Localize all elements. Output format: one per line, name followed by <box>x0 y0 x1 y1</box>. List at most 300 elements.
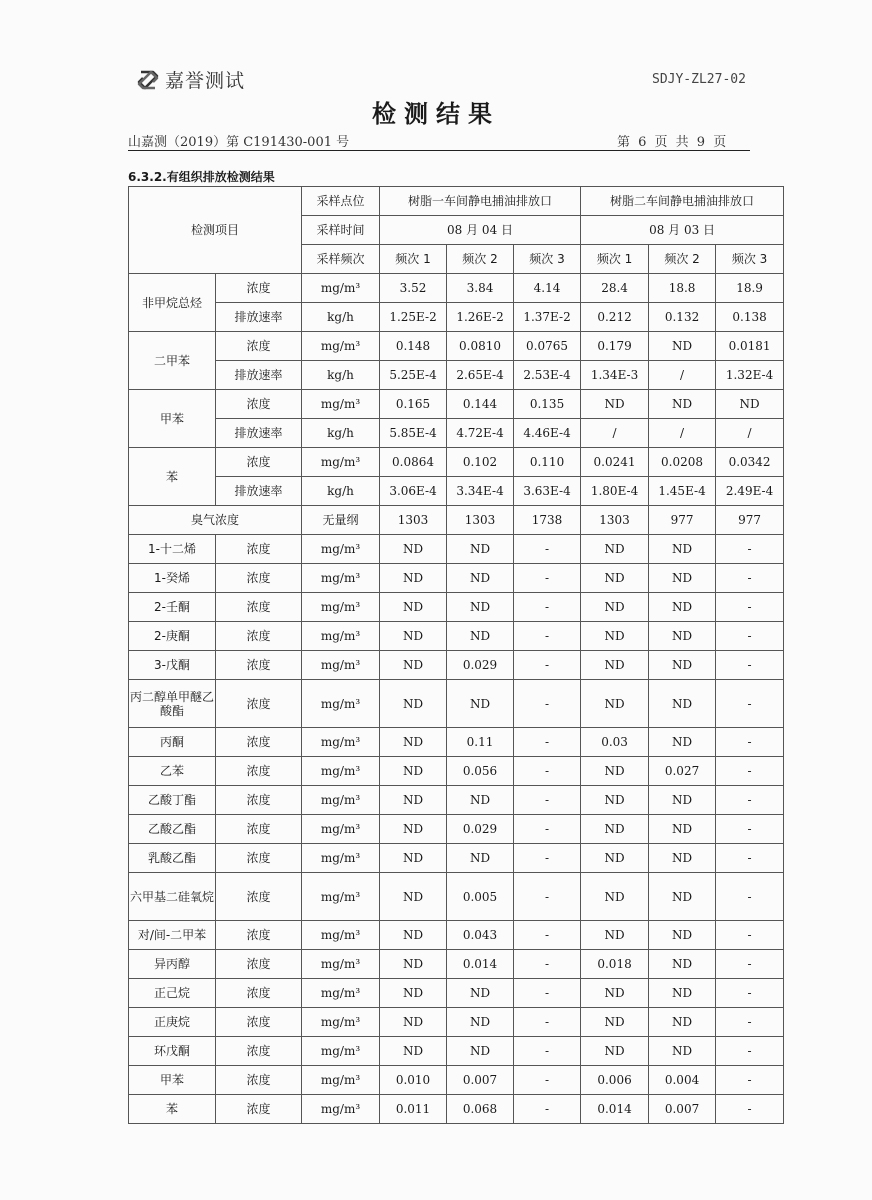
pollutant-name: 臭气浓度 <box>129 506 302 535</box>
value-cell: ND <box>380 593 447 622</box>
pollutant-name: 1-十二烯 <box>129 535 216 564</box>
unit-cell: 无量纲 <box>302 506 380 535</box>
value-cell: - <box>716 757 784 786</box>
value-cell: ND <box>581 593 649 622</box>
parameter-label: 浓度 <box>216 535 302 564</box>
value-cell: 0.144 <box>447 390 514 419</box>
value-cell: ND <box>649 535 716 564</box>
value-cell: ND <box>649 873 716 921</box>
point-2: 树脂二车间静电捕油排放口 <box>581 187 784 216</box>
data-row <box>129 728 784 757</box>
value-cell: 0.138 <box>716 303 784 332</box>
value-cell: ND <box>581 815 649 844</box>
value-cell: 5.25E-4 <box>380 361 447 390</box>
unit-cell: mg/m³ <box>302 950 380 979</box>
value-cell: ND <box>380 564 447 593</box>
value-cell: 0.0342 <box>716 448 784 477</box>
value-cell: 4.14 <box>514 274 581 303</box>
value-cell: 3.34E-4 <box>447 477 514 506</box>
parameter-label: 浓度 <box>216 390 302 419</box>
pollutant-name: 2-庚酮 <box>129 622 216 651</box>
value-cell: ND <box>716 390 784 419</box>
pollutant-name: 苯 <box>129 1095 216 1124</box>
value-cell: 1.34E-3 <box>581 361 649 390</box>
value-cell: 0.0864 <box>380 448 447 477</box>
unit-cell: kg/h <box>302 361 380 390</box>
value-cell: 1.45E-4 <box>649 477 716 506</box>
data-row <box>129 1066 784 1095</box>
parameter-label: 浓度 <box>216 786 302 815</box>
value-cell: 1303 <box>380 506 447 535</box>
value-cell: ND <box>649 680 716 728</box>
odor-row <box>129 506 784 535</box>
value-cell: ND <box>380 535 447 564</box>
point-label: 采样点位 <box>302 187 380 216</box>
unit-cell: mg/m³ <box>302 979 380 1008</box>
pollutant-name: 正庚烷 <box>129 1008 216 1037</box>
page-title: 检测结果 <box>372 100 500 128</box>
parameter-label: 浓度 <box>216 1095 302 1124</box>
value-cell: - <box>514 1066 581 1095</box>
unit-cell: mg/m³ <box>302 593 380 622</box>
value-cell: - <box>514 815 581 844</box>
value-cell: ND <box>447 680 514 728</box>
value-cell: 977 <box>649 506 716 535</box>
value-cell: - <box>716 1037 784 1066</box>
value-cell: / <box>649 361 716 390</box>
company-logo <box>135 66 245 93</box>
value-cell: 0.110 <box>514 448 581 477</box>
value-cell: / <box>649 419 716 448</box>
pollutant-name: 环戊酮 <box>129 1037 216 1066</box>
value-cell: ND <box>380 950 447 979</box>
item-header: 检测项目 <box>129 187 302 274</box>
value-cell: - <box>716 950 784 979</box>
value-cell: ND <box>649 950 716 979</box>
value-cell: ND <box>581 1037 649 1066</box>
header-rule <box>128 150 750 151</box>
value-cell: - <box>716 815 784 844</box>
value-cell: ND <box>380 680 447 728</box>
value-cell: - <box>514 873 581 921</box>
value-cell: ND <box>581 680 649 728</box>
value-cell: ND <box>649 564 716 593</box>
value-cell: - <box>514 1008 581 1037</box>
freq-cell: 频次 1 <box>581 245 649 274</box>
value-cell: 0.005 <box>447 873 514 921</box>
pollutant-name: 1-癸烯 <box>129 564 216 593</box>
data-row <box>129 1008 784 1037</box>
value-cell: 0.132 <box>649 303 716 332</box>
data-row <box>129 950 784 979</box>
value-cell: 3.52 <box>380 274 447 303</box>
value-cell: 1.25E-2 <box>380 303 447 332</box>
value-cell: 3.63E-4 <box>514 477 581 506</box>
value-cell: 18.9 <box>716 274 784 303</box>
unit-cell: mg/m³ <box>302 332 380 361</box>
value-cell: - <box>514 979 581 1008</box>
pollutant-name: 非甲烷总烃 <box>129 274 216 332</box>
pollutant-name: 丙二醇单甲醚乙酸酯 <box>129 680 216 728</box>
data-row <box>129 651 784 680</box>
parameter-label: 浓度 <box>216 979 302 1008</box>
value-cell: - <box>716 786 784 815</box>
value-cell: 1303 <box>447 506 514 535</box>
parameter-label: 浓度 <box>216 728 302 757</box>
data-row <box>129 361 784 390</box>
unit-cell: mg/m³ <box>302 535 380 564</box>
parameter-label: 排放速率 <box>216 419 302 448</box>
value-cell: 3.06E-4 <box>380 477 447 506</box>
unit-cell: mg/m³ <box>302 921 380 950</box>
value-cell: 4.46E-4 <box>514 419 581 448</box>
value-cell: ND <box>649 593 716 622</box>
value-cell: 0.0765 <box>514 332 581 361</box>
parameter-label: 浓度 <box>216 448 302 477</box>
value-cell: - <box>514 921 581 950</box>
data-row <box>129 622 784 651</box>
data-row <box>129 844 784 873</box>
value-cell: - <box>514 1037 581 1066</box>
parameter-label: 浓度 <box>216 921 302 950</box>
value-cell: 0.043 <box>447 921 514 950</box>
data-row <box>129 535 784 564</box>
value-cell: 1.37E-2 <box>514 303 581 332</box>
parameter-label: 浓度 <box>216 950 302 979</box>
value-cell: - <box>514 593 581 622</box>
data-row <box>129 815 784 844</box>
value-cell: ND <box>581 651 649 680</box>
parameter-label: 浓度 <box>216 873 302 921</box>
unit-cell: mg/m³ <box>302 651 380 680</box>
pollutant-name: 乙苯 <box>129 757 216 786</box>
value-cell: - <box>716 1066 784 1095</box>
value-cell: ND <box>447 535 514 564</box>
parameter-label: 浓度 <box>216 332 302 361</box>
value-cell: ND <box>581 1008 649 1037</box>
unit-cell: mg/m³ <box>302 786 380 815</box>
unit-cell: mg/m³ <box>302 448 380 477</box>
value-cell: - <box>716 728 784 757</box>
value-cell: ND <box>581 979 649 1008</box>
unit-cell: mg/m³ <box>302 1066 380 1095</box>
parameter-label: 浓度 <box>216 757 302 786</box>
parameter-label: 浓度 <box>216 1066 302 1095</box>
value-cell: - <box>514 535 581 564</box>
logo-mark-icon <box>135 67 161 93</box>
value-cell: - <box>716 1008 784 1037</box>
data-row <box>129 332 784 361</box>
value-cell: 0.056 <box>447 757 514 786</box>
value-cell: - <box>716 651 784 680</box>
value-cell: 1303 <box>581 506 649 535</box>
value-cell: ND <box>649 815 716 844</box>
parameter-label: 浓度 <box>216 1008 302 1037</box>
value-cell: ND <box>380 651 447 680</box>
value-cell: 1.80E-4 <box>581 477 649 506</box>
date-1: 08 月 04 日 <box>380 216 581 245</box>
unit-cell: mg/m³ <box>302 1008 380 1037</box>
value-cell: ND <box>380 921 447 950</box>
parameter-label: 排放速率 <box>216 477 302 506</box>
pollutant-name: 甲苯 <box>129 1066 216 1095</box>
value-cell: - <box>514 757 581 786</box>
value-cell: 1738 <box>514 506 581 535</box>
value-cell: 977 <box>716 506 784 535</box>
parameter-label: 浓度 <box>216 844 302 873</box>
value-cell: 0.179 <box>581 332 649 361</box>
value-cell: - <box>716 1095 784 1124</box>
data-row <box>129 921 784 950</box>
value-cell: 2.49E-4 <box>716 477 784 506</box>
value-cell: ND <box>581 844 649 873</box>
pollutant-name: 2-壬酮 <box>129 593 216 622</box>
value-cell: 0.014 <box>581 1095 649 1124</box>
value-cell: ND <box>380 757 447 786</box>
unit-cell: mg/m³ <box>302 1037 380 1066</box>
value-cell: 0.007 <box>447 1066 514 1095</box>
parameter-label: 浓度 <box>216 622 302 651</box>
value-cell: - <box>716 680 784 728</box>
value-cell: - <box>716 979 784 1008</box>
page-indicator: 第 6 页 共 9 页 <box>617 135 727 150</box>
value-cell: 0.0241 <box>581 448 649 477</box>
pollutant-name: 甲苯 <box>129 390 216 448</box>
value-cell: ND <box>581 535 649 564</box>
value-cell: - <box>514 680 581 728</box>
freq-label: 采样频次 <box>302 245 380 274</box>
data-row <box>129 274 784 303</box>
parameter-label: 浓度 <box>216 564 302 593</box>
freq-cell: 频次 3 <box>514 245 581 274</box>
value-cell: 3.84 <box>447 274 514 303</box>
value-cell: - <box>716 873 784 921</box>
value-cell: ND <box>380 815 447 844</box>
parameter-label: 排放速率 <box>216 361 302 390</box>
value-cell: - <box>514 950 581 979</box>
value-cell: ND <box>447 979 514 1008</box>
value-cell: ND <box>447 622 514 651</box>
value-cell: 0.148 <box>380 332 447 361</box>
value-cell: / <box>716 419 784 448</box>
value-cell: 0.135 <box>514 390 581 419</box>
pollutant-name: 丙酮 <box>129 728 216 757</box>
value-cell: 0.102 <box>447 448 514 477</box>
value-cell: ND <box>380 979 447 1008</box>
unit-cell: mg/m³ <box>302 622 380 651</box>
data-row <box>129 390 784 419</box>
pollutant-name: 乙酸乙酯 <box>129 815 216 844</box>
header-row-point <box>129 187 784 216</box>
value-cell: ND <box>649 1037 716 1066</box>
value-cell: 28.4 <box>581 274 649 303</box>
value-cell: ND <box>447 1037 514 1066</box>
unit-cell: kg/h <box>302 303 380 332</box>
unit-cell: mg/m³ <box>302 274 380 303</box>
results-table <box>128 186 784 1124</box>
value-cell: ND <box>581 873 649 921</box>
parameter-label: 浓度 <box>216 593 302 622</box>
value-cell: 0.212 <box>581 303 649 332</box>
date-2: 08 月 03 日 <box>581 216 784 245</box>
value-cell: - <box>716 535 784 564</box>
pollutant-name: 3-戊酮 <box>129 651 216 680</box>
value-cell: 1.26E-2 <box>447 303 514 332</box>
value-cell: - <box>716 593 784 622</box>
value-cell: 0.004 <box>649 1066 716 1095</box>
value-cell: ND <box>581 390 649 419</box>
freq-cell: 频次 3 <box>716 245 784 274</box>
data-row <box>129 564 784 593</box>
value-cell: ND <box>649 622 716 651</box>
value-cell: ND <box>380 786 447 815</box>
data-row <box>129 419 784 448</box>
value-cell: - <box>514 728 581 757</box>
data-row <box>129 680 784 728</box>
value-cell: 0.0181 <box>716 332 784 361</box>
data-row <box>129 1037 784 1066</box>
pollutant-name: 六甲基二硅氧烷 <box>129 873 216 921</box>
value-cell: ND <box>447 593 514 622</box>
value-cell: 1.32E-4 <box>716 361 784 390</box>
unit-cell: mg/m³ <box>302 873 380 921</box>
value-cell: - <box>716 564 784 593</box>
data-row <box>129 1095 784 1124</box>
unit-cell: mg/m³ <box>302 757 380 786</box>
data-row <box>129 979 784 1008</box>
data-row <box>129 757 784 786</box>
pollutant-name: 苯 <box>129 448 216 506</box>
value-cell: 0.029 <box>447 651 514 680</box>
parameter-label: 浓度 <box>216 1037 302 1066</box>
pollutant-name: 乙酸丁酯 <box>129 786 216 815</box>
parameter-label: 浓度 <box>216 651 302 680</box>
value-cell: 4.72E-4 <box>447 419 514 448</box>
value-cell: ND <box>581 622 649 651</box>
value-cell: ND <box>649 1008 716 1037</box>
pollutant-name: 二甲苯 <box>129 332 216 390</box>
value-cell: - <box>514 651 581 680</box>
pollutant-name: 乳酸乙酯 <box>129 844 216 873</box>
value-cell: 0.014 <box>447 950 514 979</box>
value-cell: 0.018 <box>581 950 649 979</box>
parameter-label: 排放速率 <box>216 303 302 332</box>
value-cell: - <box>514 1095 581 1124</box>
value-cell: - <box>716 844 784 873</box>
value-cell: - <box>716 622 784 651</box>
unit-cell: mg/m³ <box>302 728 380 757</box>
unit-cell: mg/m³ <box>302 1095 380 1124</box>
unit-cell: mg/m³ <box>302 815 380 844</box>
value-cell: ND <box>380 728 447 757</box>
data-row <box>129 303 784 332</box>
value-cell: - <box>514 786 581 815</box>
value-cell: ND <box>380 1008 447 1037</box>
value-cell: ND <box>581 921 649 950</box>
value-cell: 0.0208 <box>649 448 716 477</box>
data-row <box>129 786 784 815</box>
report-number: 山嘉测（2019）第 C191430-001 号 <box>128 135 350 150</box>
unit-cell: kg/h <box>302 419 380 448</box>
value-cell: ND <box>649 651 716 680</box>
pollutant-name: 异丙醇 <box>129 950 216 979</box>
value-cell: 2.65E-4 <box>447 361 514 390</box>
value-cell: 0.011 <box>380 1095 447 1124</box>
value-cell: 2.53E-4 <box>514 361 581 390</box>
value-cell: 18.8 <box>649 274 716 303</box>
value-cell: 0.027 <box>649 757 716 786</box>
value-cell: 0.165 <box>380 390 447 419</box>
value-cell: ND <box>581 757 649 786</box>
value-cell: - <box>716 921 784 950</box>
value-cell: ND <box>380 873 447 921</box>
data-row <box>129 873 784 921</box>
value-cell: ND <box>649 844 716 873</box>
data-row <box>129 448 784 477</box>
data-row <box>129 593 784 622</box>
point-1: 树脂一车间静电捕油排放口 <box>380 187 581 216</box>
value-cell: - <box>514 844 581 873</box>
value-cell: ND <box>649 390 716 419</box>
value-cell: ND <box>649 786 716 815</box>
pollutant-name: 对/间-二甲苯 <box>129 921 216 950</box>
value-cell: 0.029 <box>447 815 514 844</box>
value-cell: ND <box>380 622 447 651</box>
value-cell: ND <box>447 786 514 815</box>
value-cell: ND <box>447 844 514 873</box>
value-cell: 0.0810 <box>447 332 514 361</box>
unit-cell: kg/h <box>302 477 380 506</box>
value-cell: 0.11 <box>447 728 514 757</box>
value-cell: 0.068 <box>447 1095 514 1124</box>
value-cell: ND <box>447 564 514 593</box>
unit-cell: mg/m³ <box>302 564 380 593</box>
document-code: SDJY-ZL27-02 <box>652 72 746 87</box>
unit-cell: mg/m³ <box>302 844 380 873</box>
value-cell: ND <box>380 1037 447 1066</box>
section-title: 6.3.2.有组织排放检测结果 <box>128 170 275 184</box>
freq-cell: 频次 2 <box>649 245 716 274</box>
value-cell: 0.03 <box>581 728 649 757</box>
freq-cell: 频次 2 <box>447 245 514 274</box>
freq-cell: 频次 1 <box>380 245 447 274</box>
value-cell: / <box>581 419 649 448</box>
value-cell: ND <box>649 979 716 1008</box>
parameter-label: 浓度 <box>216 815 302 844</box>
value-cell: ND <box>581 564 649 593</box>
value-cell: 5.85E-4 <box>380 419 447 448</box>
time-label: 采样时间 <box>302 216 380 245</box>
unit-cell: mg/m³ <box>302 680 380 728</box>
parameter-label: 浓度 <box>216 274 302 303</box>
value-cell: ND <box>581 786 649 815</box>
value-cell: ND <box>649 728 716 757</box>
value-cell: 0.007 <box>649 1095 716 1124</box>
parameter-label: 浓度 <box>216 680 302 728</box>
value-cell: 0.006 <box>581 1066 649 1095</box>
data-row <box>129 477 784 506</box>
value-cell: ND <box>447 1008 514 1037</box>
value-cell: - <box>514 622 581 651</box>
value-cell: ND <box>649 332 716 361</box>
unit-cell: mg/m³ <box>302 390 380 419</box>
value-cell: ND <box>649 921 716 950</box>
logo-text: 嘉誉测试 <box>165 70 246 92</box>
value-cell: ND <box>380 844 447 873</box>
pollutant-name: 正己烷 <box>129 979 216 1008</box>
value-cell: - <box>514 564 581 593</box>
value-cell: 0.010 <box>380 1066 447 1095</box>
